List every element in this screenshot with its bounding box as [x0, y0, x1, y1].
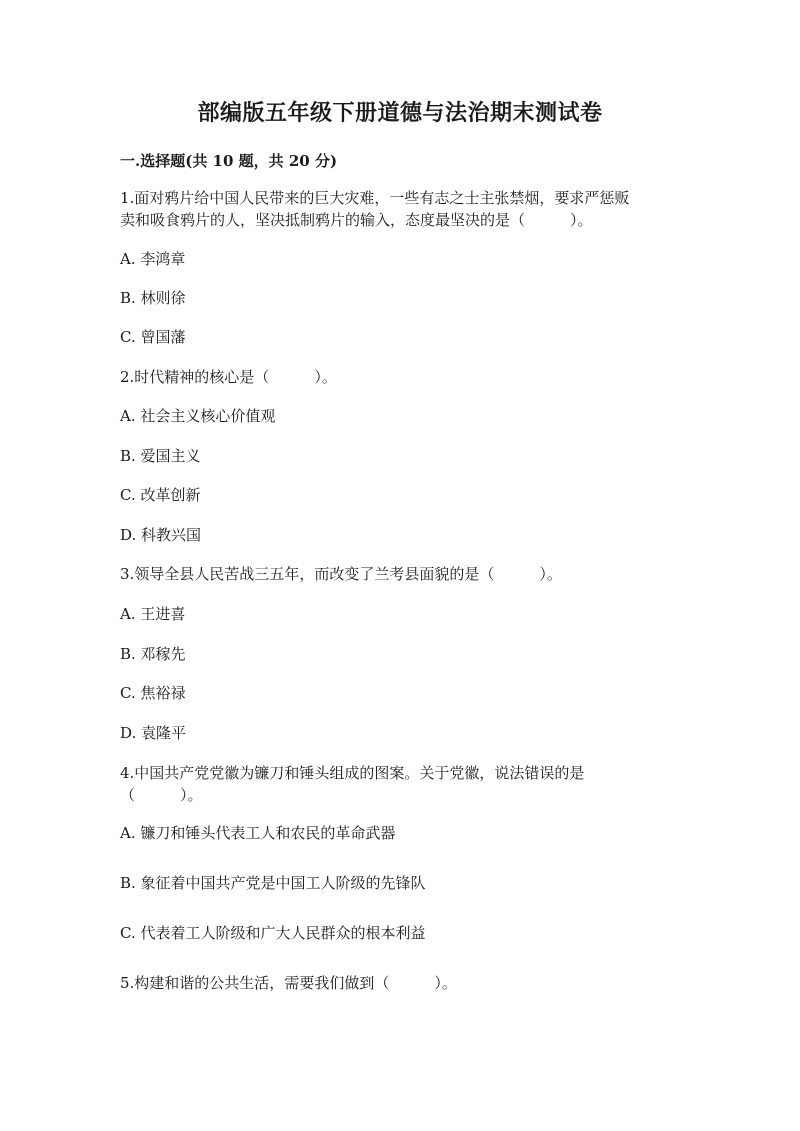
question-1-option-c: C. 曾国藩 [120, 328, 186, 346]
question-3-option-c: C. 焦裕禄 [120, 684, 186, 702]
question-1-stem-line-1: 1.面对鸦片给中国人民带来的巨大灾难，一些有志之士主张禁烟，要求严惩贩 [120, 189, 630, 207]
question-4-option-a: A. 镰刀和锤头代表工人和农民的革命武器 [120, 824, 396, 842]
question-2-option-a: A. 社会主义核心价值观 [120, 407, 276, 425]
question-2-option-d: D. 科教兴国 [120, 526, 202, 544]
question-1-stem-line-2: 卖和吸食鸦片的人，坚决抵制鸦片的输入，态度最坚决的是（ ）。 [120, 211, 593, 229]
question-3-option-d: D. 袁隆平 [120, 724, 187, 742]
question-1-option-b: B. 林则徐 [120, 289, 186, 307]
question-2-stem: 2.时代精神的核心是（ ）。 [120, 368, 337, 386]
question-2-option-b: B. 爱国主义 [120, 447, 201, 465]
question-5-stem: 5.构建和谐的公共生活，需要我们做到（ ）。 [120, 974, 457, 992]
question-3-option-a: A. 王进喜 [120, 605, 186, 623]
question-4-stem-line-2: （ ）。 [120, 786, 203, 804]
section-heading: 一.选择题(共 10 题，共 20 分) [120, 152, 338, 170]
page-title: 部编版五年级下册道德与法治期末测试卷 [197, 100, 603, 126]
question-1-option-a: A. 李鸿章 [120, 250, 186, 268]
question-3-stem: 3.领导全县人民苦战三五年，而改变了兰考县面貌的是（ ）。 [120, 565, 562, 583]
question-4-stem-line-1: 4.中国共产党党徽为镰刀和锤头组成的图案。关于党徽，说法错误的是 [120, 764, 585, 782]
question-3-option-b: B. 邓稼先 [120, 645, 186, 663]
question-4-option-c: C. 代表着工人阶级和广大人民群众的根本利益 [120, 924, 426, 942]
question-2-option-c: C. 改革创新 [120, 486, 201, 504]
question-4-option-b: B. 象征着中国共产党是中国工人阶级的先锋队 [120, 874, 426, 892]
